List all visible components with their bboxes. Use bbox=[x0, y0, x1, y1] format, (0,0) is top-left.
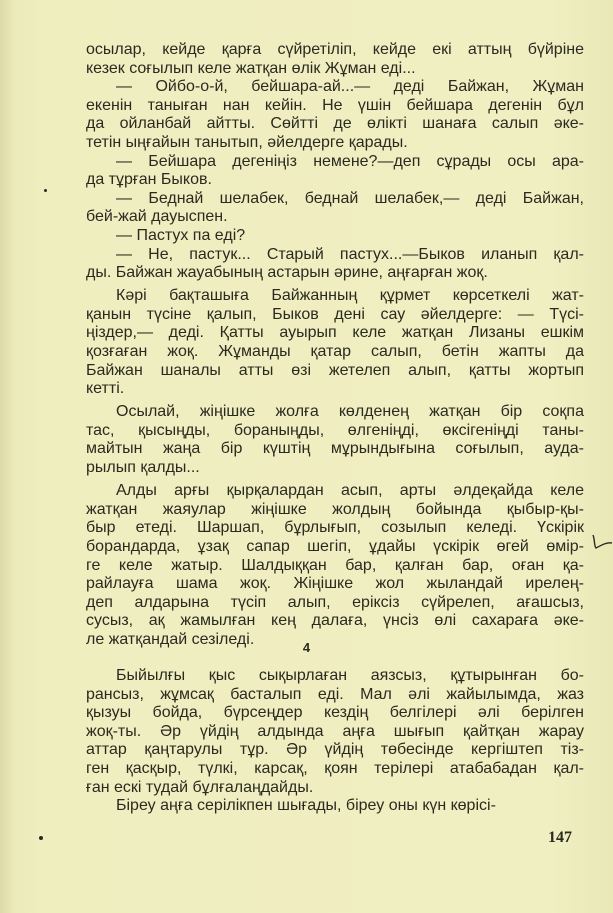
ink-dot bbox=[39, 836, 43, 840]
text-line: қызуы бойда, бүрсеңдер кездің белгілері әлі берілген bbox=[86, 704, 584, 722]
paragraph bbox=[86, 482, 584, 649]
text-line: қозғаған жоқ. Жұманды қатар салып, бетін жапты да bbox=[86, 343, 584, 360]
text-line: жоқ-ты. Әр үйдің алдында аңға шығып қайтқан жарау bbox=[86, 722, 584, 740]
paragraph bbox=[86, 41, 584, 78]
text-line: Осылай, жіңішке жолға көлденең жатқан бір соқпа bbox=[116, 403, 584, 421]
text-line: ған ескі тудай бұлғалаңдайды. bbox=[86, 778, 314, 796]
paragraph bbox=[86, 667, 584, 797]
text-line: ңіздер,— деді. Қатты ауырып келе жатқан Лизаны ешкім bbox=[86, 324, 584, 342]
text-line: Байжан шаналы атты өзі жетелеп алып, қатты жортып bbox=[86, 361, 584, 379]
text-line: — Беднай шелабек, беднай шелабек,— деді Байжан, bbox=[116, 189, 584, 207]
text-line: быр етеді. Шаршап, бұрлығып, созылып келеді. Үскірік bbox=[86, 519, 584, 537]
paragraph bbox=[86, 246, 584, 283]
paragraph bbox=[86, 287, 584, 399]
text-line: тас, қысыңды, бораныңды, өлгеніңді, өксігеніңді таны- bbox=[86, 421, 584, 439]
paragraph bbox=[86, 190, 584, 227]
text-line: қанын түсіне қалып, Быков дені сау әйелдерге: — Түсі- bbox=[86, 305, 584, 323]
paragraph bbox=[86, 153, 584, 190]
text-line: да ойланбай айтты. Сөйтті де өлікті шанаға салып әке- bbox=[86, 115, 584, 133]
text-line: рансыз, жұмсақ басталып еді. Мал әлі жайылымда, жаз bbox=[86, 685, 584, 703]
text-line: — Бейшара дегеніңіз немене?—деп сұрады осы ара- bbox=[116, 152, 584, 170]
text-line: рылып қалды... bbox=[86, 459, 200, 477]
text-line: Біреу аңға серілікпен шығады, біреу оны күн көрісі- bbox=[116, 797, 496, 815]
ink-dot bbox=[44, 189, 47, 192]
text-line: бей-жай дауыспен. bbox=[86, 208, 228, 226]
text-line: Алды арғы қырқалардан асып, арты әлдеқайда келе bbox=[116, 482, 584, 500]
paragraph bbox=[86, 78, 584, 152]
page-number: 147 bbox=[548, 829, 572, 846]
text-line: кезек соғылып келе жатқан өлік Жұман еді... bbox=[86, 59, 416, 77]
paragraph bbox=[86, 797, 584, 816]
main-text-block bbox=[86, 41, 584, 650]
text-line: ды. Байжан жауабының астарын әрине, аңғарған жоқ. bbox=[86, 264, 488, 282]
text-line: сусыз, ақ жамылған кең далаға, үнсіз өлі сахараға әке- bbox=[86, 612, 584, 630]
pen-mark-icon bbox=[590, 532, 613, 554]
text-line: екенін таныған нан кейін. Не үшін бейшара дегенін бұл bbox=[86, 96, 584, 114]
text-line: — Пастух па еді? bbox=[116, 226, 246, 244]
section-number: 4 bbox=[302, 640, 311, 655]
text-line: жатқан жаяулар жіңішке жолдың бойында қыбыр-қы- bbox=[86, 500, 584, 518]
text-line: да тұрған Быков. bbox=[86, 171, 212, 189]
text-line: — Не, пастук... Старый пастух...—Быков иланып қал- bbox=[116, 245, 584, 263]
text-line: деп алдарына түсіп алып, еріксіз сүйрелеп, ағашсыз, bbox=[86, 593, 584, 611]
section-text-block bbox=[86, 667, 584, 816]
paragraph bbox=[86, 227, 584, 246]
text-line: аттар қаңтарулы тұр. Әр үйдің төбесінде кергіштеп тіз- bbox=[86, 741, 584, 759]
text-line: тетін ыңғайын танытып, әйелдерге қарады. bbox=[86, 133, 408, 151]
paragraph bbox=[86, 403, 584, 477]
text-line: ген қасқыр, түлкі, карсақ, қоян терілері атабабадан қал- bbox=[86, 759, 584, 777]
text-line: Быйылғы қыс сықырлаған аязсыз, құтырынған бо- bbox=[116, 667, 584, 684]
text-line: осылар, кейде қарға сүйретіліп, кейде екі аттың бүйріне bbox=[86, 41, 584, 58]
text-line: ле жатқандай сезіледі. bbox=[86, 630, 255, 648]
text-line: Кәрі бақташыға Байжанның құрмет көрсеткелі жат- bbox=[116, 287, 584, 305]
text-line: — Ойбо-о-й, бейшара-ай...— деді Байжан, Жұман bbox=[116, 78, 584, 96]
text-line: майтын жаңа бір күштің мұрындығына соғылып, ауда- bbox=[86, 440, 584, 458]
text-line: райлауға шама жоқ. Жіңішке жол жыландай ирелең- bbox=[86, 575, 584, 593]
text-line: ге келе жатыр. Шалдыққан бар, қалған бар, оған қа- bbox=[86, 556, 584, 574]
text-line: борандарда, ұзақ сапар шегіп, ұдайы үскірік өгей өмір- bbox=[86, 537, 584, 555]
text-line: кетті. bbox=[86, 380, 125, 398]
